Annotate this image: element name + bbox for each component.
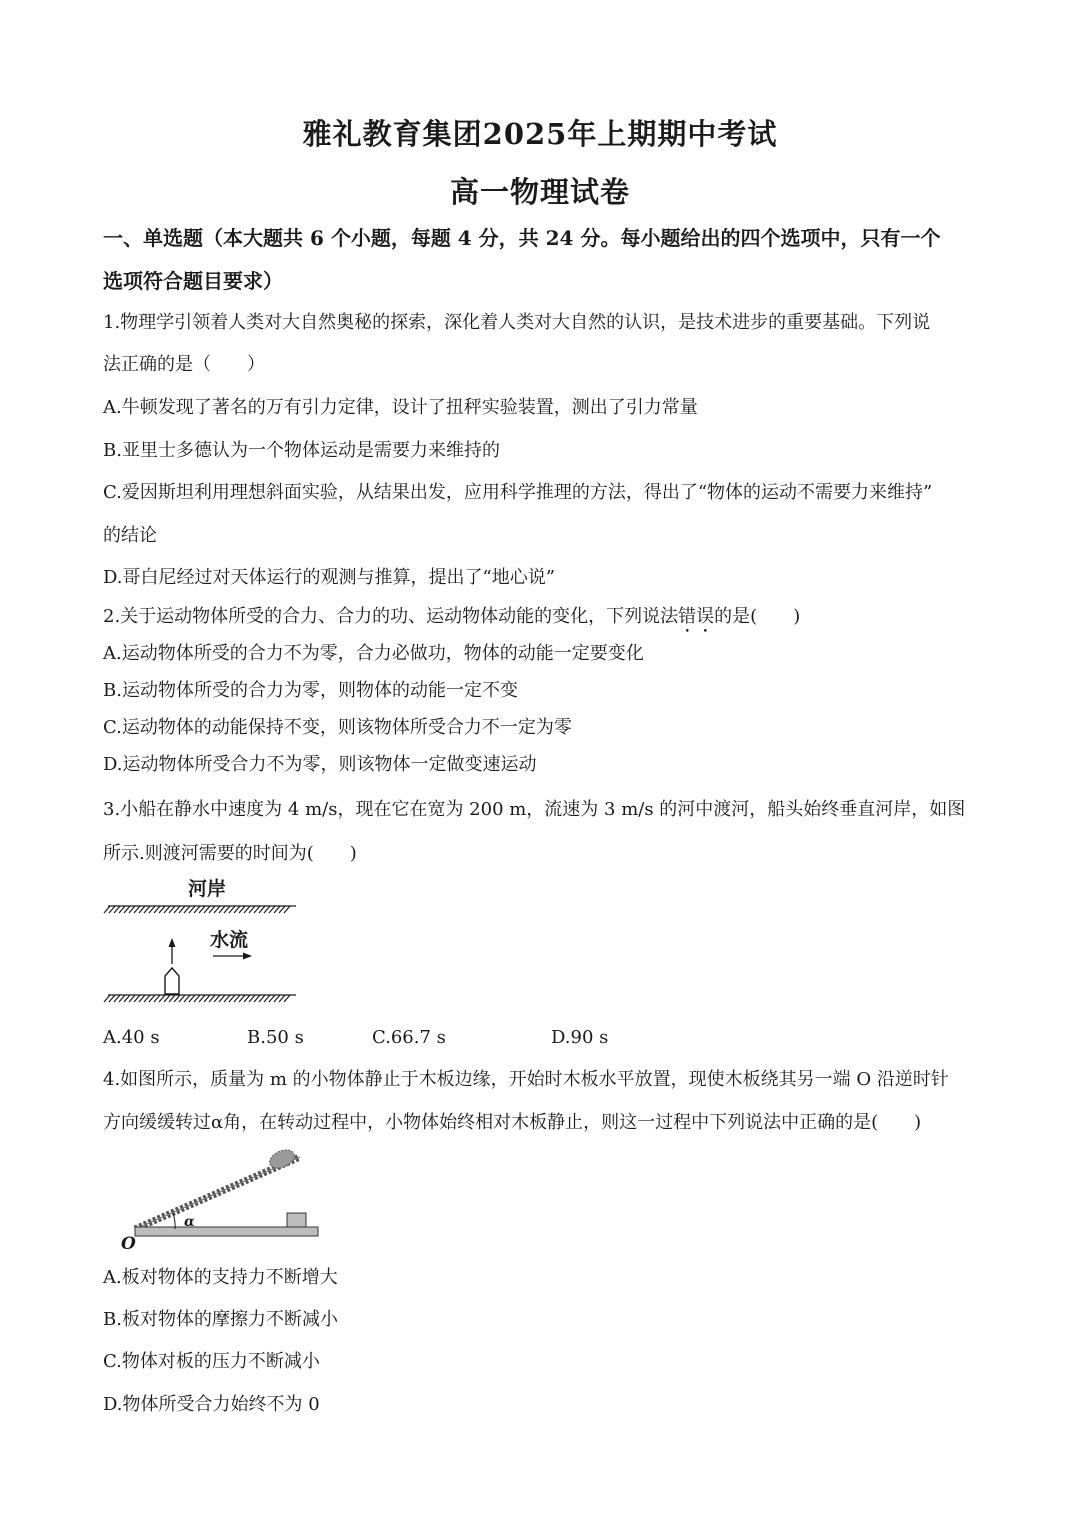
q4-option-a: A.板对物体的支持力不断增大 bbox=[103, 1267, 338, 1288]
q4-option-b: B.板对物体的摩擦力不断减小 bbox=[103, 1309, 338, 1330]
q1-stem-line1: 1.物理学引领着人类对大自然奥秘的探索，深化着人类对大自然的认识，是技术进步的重要基础。下列说 bbox=[103, 312, 931, 333]
section-heading-line1: 一、单选题（本大题共 6 个小题，每题 4 分，共 24 分。每小题给出的四个选项中，只有一个 bbox=[103, 226, 941, 250]
q2-option-a: A.运动物体所受的合力不为零，合力必做功，物体的动能一定要变化 bbox=[103, 643, 644, 664]
q4-option-d: D.物体所受合力始终不为 0 bbox=[103, 1394, 320, 1415]
q3-stem-line1: 3.小船在静水中速度为 4 m/s，现在它在宽为 200 m，流速为 3 m/s 的河中渡河，船头始终垂直河岸，如图 bbox=[103, 799, 966, 820]
q3-option-b: B.50 s bbox=[247, 1027, 304, 1048]
q4-stem-line1: 4.如图所示，质量为 m 的小物体静止于木板边缘，开始时木板水平放置，现使木板绕其另一端 O 沿逆时针 bbox=[103, 1069, 949, 1090]
q2-stem-post: 的是( ) bbox=[714, 606, 801, 627]
small-block bbox=[287, 1213, 306, 1227]
rotated-board bbox=[135, 1146, 300, 1229]
q2-stem-emphasis: 错误 bbox=[678, 606, 715, 627]
water-flow-label: 水流 bbox=[210, 929, 249, 951]
q1-option-c-line1: C.爱因斯坦利用理想斜面实验，从结果出发，应用科学推理的方法，得出了“物体的运动不需要力来维持” bbox=[103, 482, 933, 503]
upper-bank-hatch bbox=[104, 906, 296, 913]
section-heading-line2: 选项符合题目要求） bbox=[103, 269, 283, 293]
q1-stem-line2: 法正确的是（ ） bbox=[103, 354, 265, 375]
angle-alpha-label: α bbox=[184, 1214, 195, 1230]
q4-stem-line2: 方向缓缓转过α角，在转动过程中，小物体始终相对木板静止，则这一过程中下列说法中正确的是( ) bbox=[103, 1112, 922, 1133]
boat-velocity-arrow bbox=[169, 938, 176, 964]
tilted-board-figure bbox=[115, 1145, 330, 1255]
horizontal-board bbox=[135, 1227, 318, 1236]
q2-option-d: D.运动物体所受合力不为零，则该物体一定做变速运动 bbox=[103, 754, 537, 775]
water-flow-arrow bbox=[213, 953, 252, 960]
q2-stem bbox=[103, 604, 983, 637]
pivot-o-label: O bbox=[121, 1234, 136, 1254]
boat-icon bbox=[165, 968, 179, 994]
q3-option-c: C.66.7 s bbox=[372, 1027, 446, 1048]
q2-option-c: C.运动物体的动能保持不变，则该物体所受合力不一定为零 bbox=[103, 717, 572, 738]
q3-option-d: D.90 s bbox=[551, 1027, 609, 1048]
q1-option-c-line2: 的结论 bbox=[103, 525, 157, 546]
q3-option-a: A.40 s bbox=[103, 1027, 160, 1048]
q1-option-b: B.亚里士多德认为一个物体运动是需要力来维持的 bbox=[103, 440, 500, 461]
q3-stem-line2: 所示.则渡河需要的时间为( ) bbox=[103, 843, 357, 864]
q2-stem-pre: 2.关于运动物体所受的合力、合力的功、运动物体动能的变化，下列说法 bbox=[103, 606, 679, 627]
river-crossing-figure bbox=[100, 872, 310, 1012]
exam-subtitle: 高一物理试卷 bbox=[449, 175, 630, 209]
river-bank-label: 河岸 bbox=[188, 878, 227, 900]
q1-option-d: D.哥白尼经过对天体运行的观测与推算，提出了“地心说” bbox=[103, 567, 555, 588]
lower-bank-hatch bbox=[104, 995, 296, 1002]
exam-title: 雅礼教育集团2025年上期期中考试 bbox=[302, 117, 778, 151]
q2-option-b: B.运动物体所受的合力为零，则物体的动能一定不变 bbox=[103, 680, 518, 701]
q1-option-a: A.牛顿发现了著名的万有引力定律，设计了扭秤实验装置，测出了引力常量 bbox=[103, 397, 698, 418]
q4-option-c: C.物体对板的压力不断减小 bbox=[103, 1351, 320, 1372]
